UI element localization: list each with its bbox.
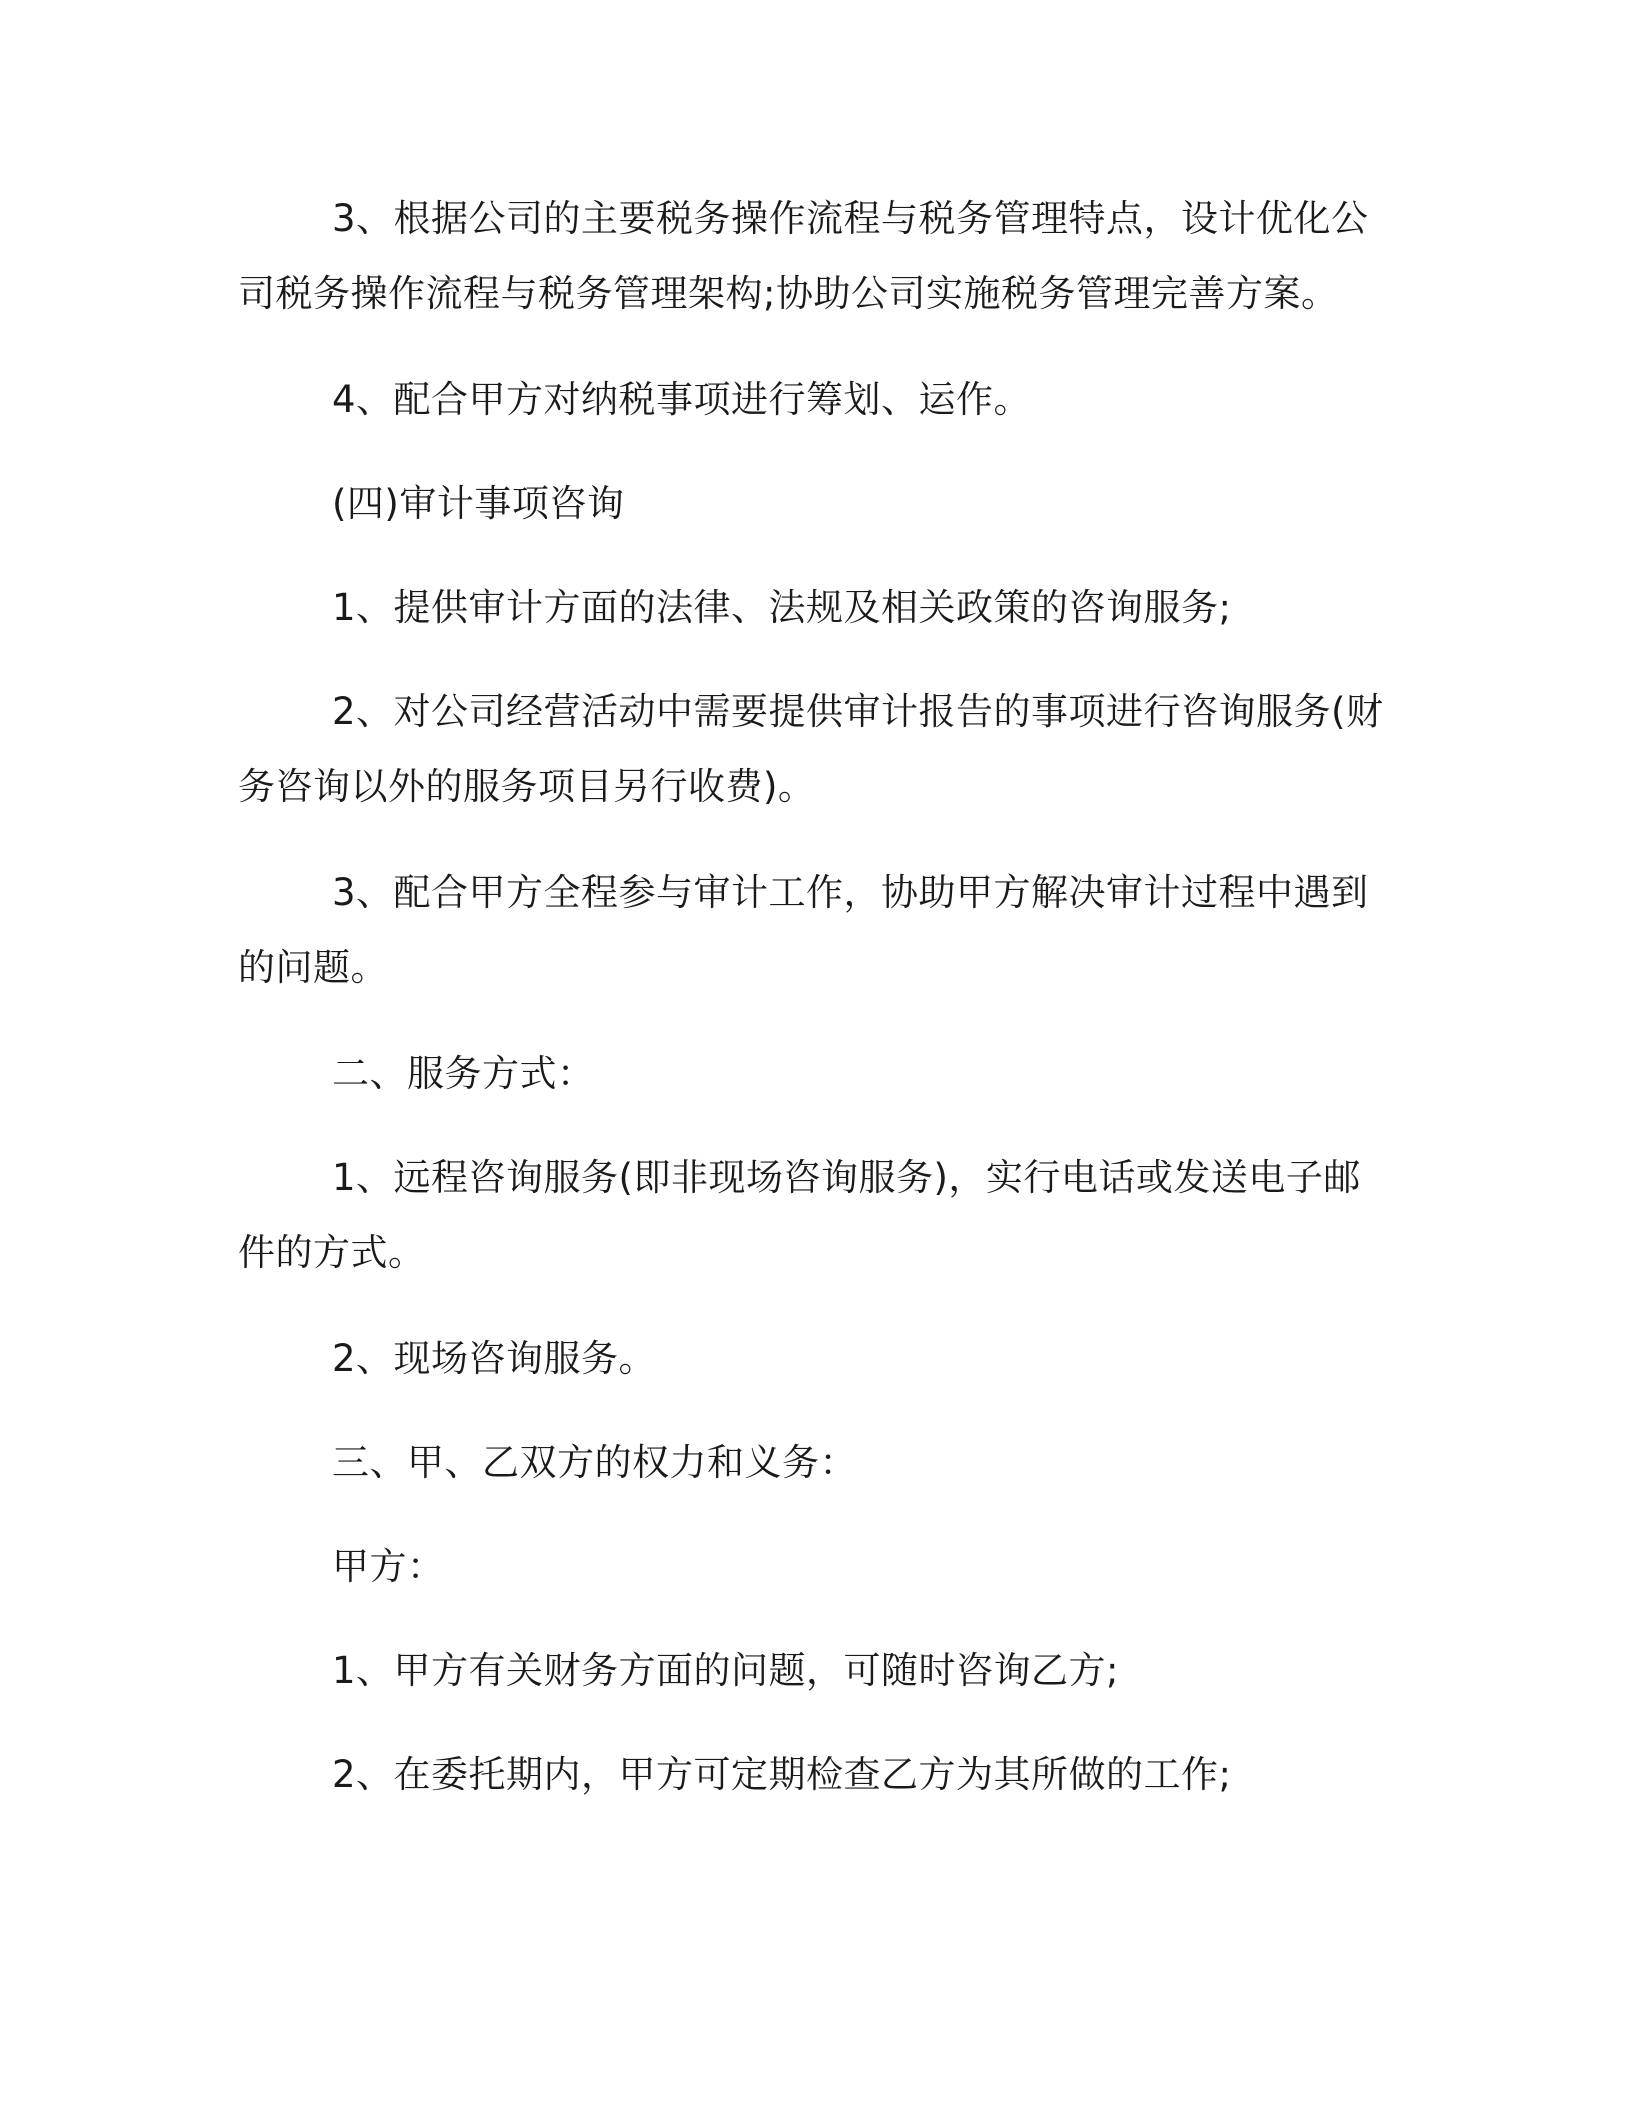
paragraph-service-item-1: 1、远程咨询服务(即非现场咨询服务)，实行电话或发送电子邮件的方式。 <box>238 1156 1361 1274</box>
paragraph-tax-item-4: 4、配合甲方对纳税事项进行筹划、运作。 <box>332 378 1032 421</box>
section-heading-service-method: 二、服务方式： <box>332 1052 595 1095</box>
paragraph-party-a-item-2: 2、在委托期内，甲方可定期检查乙方为其所做的工作; <box>332 1753 1232 1796</box>
paragraph-audit-item-3: 3、配合甲方全程参与审计工作，协助甲方解决审计过程中遇到的问题。 <box>238 871 1369 989</box>
paragraph-party-a-item-1: 1、甲方有关财务方面的问题，可随时咨询乙方; <box>332 1649 1120 1692</box>
section-heading-rights-duties: 三、甲、乙双方的权力和义务： <box>332 1441 857 1484</box>
paragraph-tax-item-3: 3、根据公司的主要税务操作流程与税务管理特点，设计优化公司税务操作流程与税务管理架构;协助公司实施税务管理完善方案。 <box>238 197 1369 315</box>
subheading-party-a: 甲方： <box>332 1545 445 1588</box>
section-heading-audit: (四)审计事项咨询 <box>332 482 625 525</box>
paragraph-audit-item-1: 1、提供审计方面的法律、法规及相关政策的咨询服务; <box>332 586 1232 629</box>
paragraph-service-item-2: 2、现场咨询服务。 <box>332 1337 657 1380</box>
paragraph-audit-item-2: 2、对公司经营活动中需要提供审计报告的事项进行咨询服务(财务咨询以外的服务项目另行收费)。 <box>238 690 1384 808</box>
